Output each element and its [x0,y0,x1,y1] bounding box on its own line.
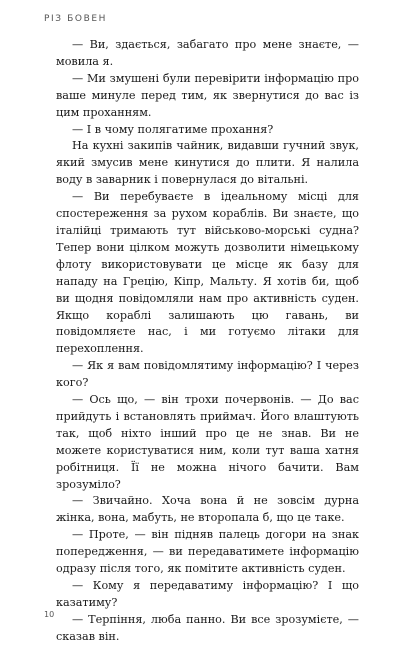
page-number: 10 [44,610,55,619]
body-text [56,37,359,646]
paragraph: На кухні закипів чайник, видавши гучний звук, який змусив мене кинутися до плити. Я налила воду в заварник і повернулася до вітальні. [56,139,359,187]
running-head: РІЗ БОВЕН [44,14,107,24]
paragraph: — Ви, здається, забагато про мене знаєте, — мовила я. [56,38,359,68]
paragraph: — Як я вам повідомлятиму інформацію? І через кого? [56,359,359,390]
paragraph: — Терпіння, люба панно. Ви все зрозумієте, — сказав він. [56,612,359,643]
paragraph: — І в чому полягатиме прохання? [72,122,274,136]
paragraph: — Ми змушені були перевірити інформацію про ваше минуле перед тим, як звернутися до вас із цим проханням. [56,71,359,119]
paragraph: — Кому я передаватиму інформацію? І що казатиму? [56,579,359,609]
paragraph: — Звичайно. Хоча вона й не зовсім дурна жінка, вона, мабуть, не второпала б, що це таке. [56,494,359,525]
paragraph: — Проте, — він підняв палець догори на знак попередження, — ви передаватимете інформацію одразу після того, як помітите активність суден. [56,528,359,576]
paragraph: — Ось що, — він трохи почервонів. — До вас прийдуть і встановлять приймач. Його влаштують так, щоб ніхто інший про це не знав. Ви не можете користуватися ним, коли тут ваша хатня робітниця. Її не можна нічого бачити. Вам зрозуміло? [56,393,359,491]
paragraph: — Ви перебуваєте в ідеальному місці для спостереження за рухом кораблів. Ви знаєте, що італійці тримають тут військово-морські судна? Тепер вони цілком можуть дозволити німецькому флоту використовувати це місце як базу для нападу на Грецію, Кіпр, Мальту. Я хотів би, щоб ви щодня повідомляли нам про активність суден. Якщо кораблі залишають цю гавань, ви повідомляєте нас, і ми готуємо літаки для перехоплення. [56,190,359,356]
